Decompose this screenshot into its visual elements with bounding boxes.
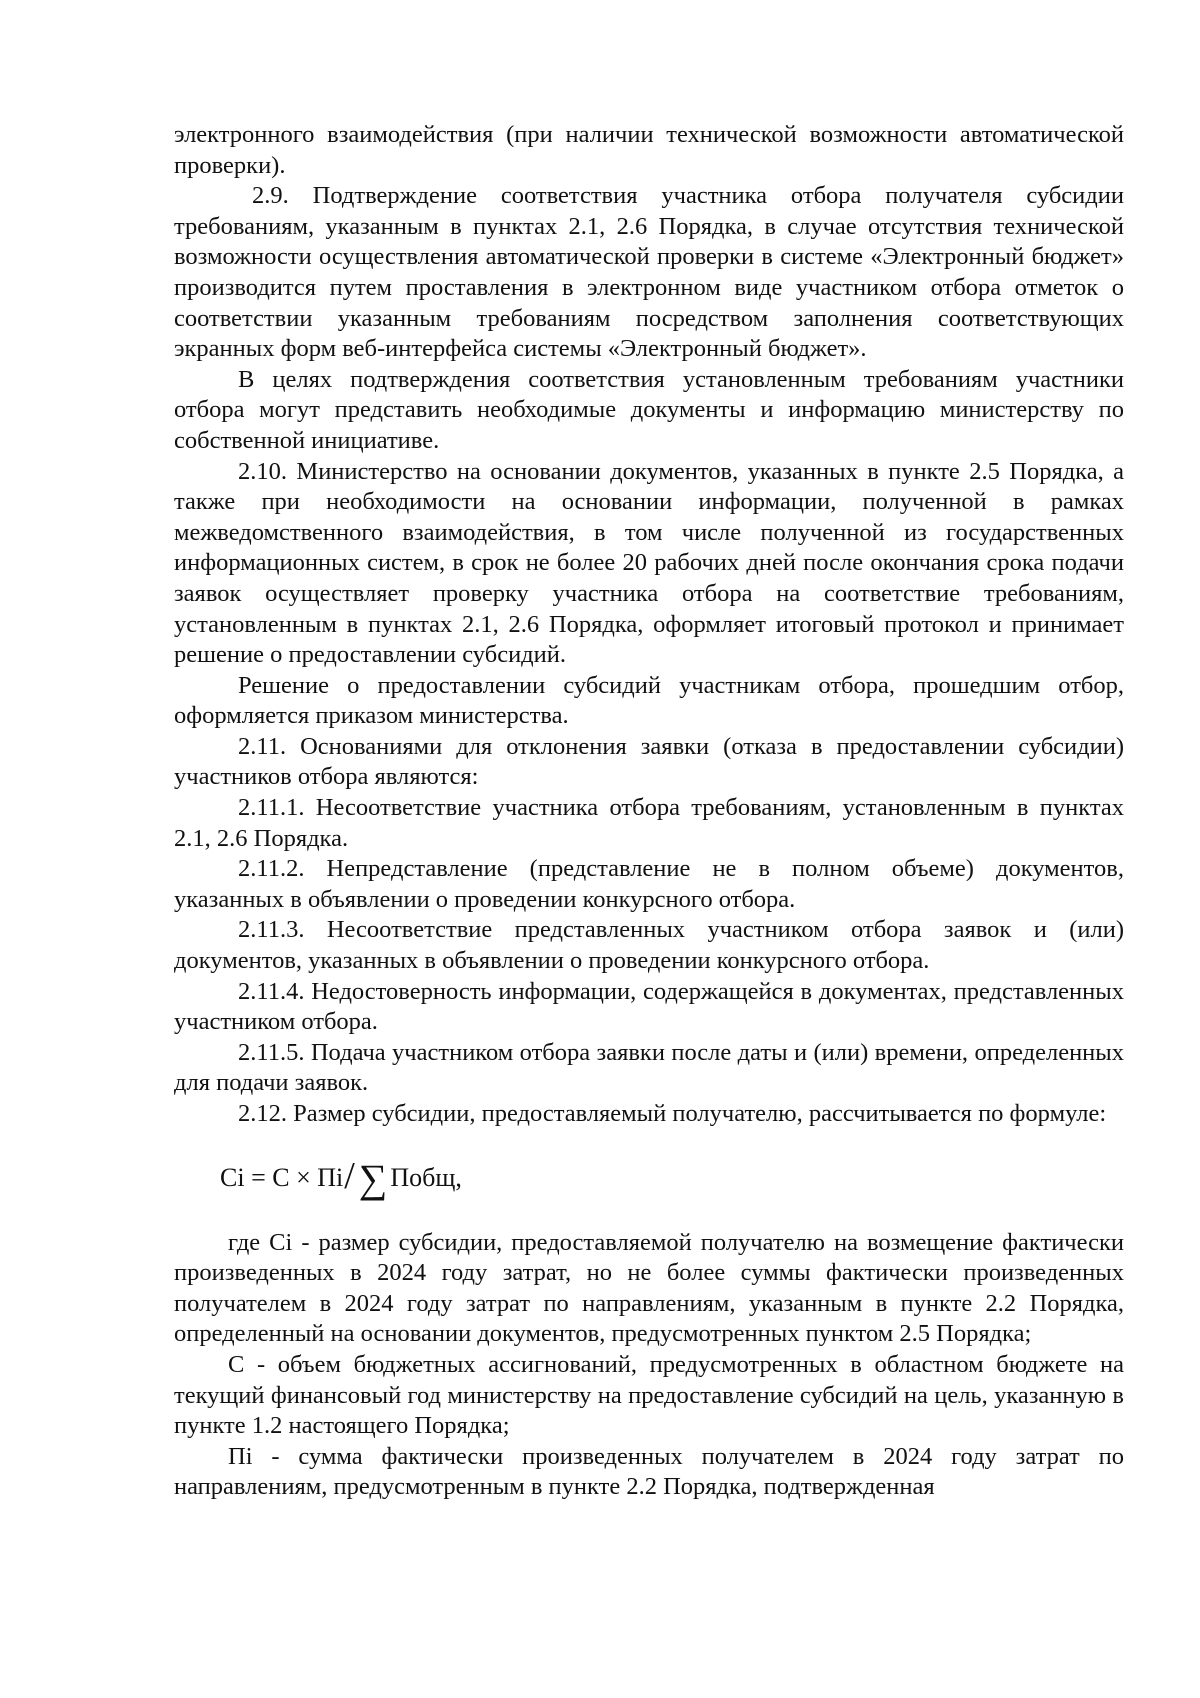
paragraph-2-9-docs: В целях подтверждения соответствия установленным требованиям участники отбора могут представить необходимые документы и информацию министерству по собственной инициативе. [174,365,1124,454]
paragraph-2-11-2: 2.11.2. Непредставление (представление не в полном объеме) документов, указанных в объявлении о проведении конкурсного отбора. [174,855,1124,913]
paragraph-2-10-decision: Решение о предоставлении субсидий участникам отбора, прошедшим отбор, оформляется приказом министерства. [174,671,1124,730]
paragraph-2-11-5: 2.11.5. Подача участником отбора заявки после даты и (или) времени, определенных для подачи заявок. [174,1038,1124,1097]
paragraph-2-10: 2.10. Министерство на основании документов, указанных в пункте 2.5 Порядка, а также при необходимости на основании информации, полученной в рамках межведомственного взаимодействия, в том числе полученной из государственных информационных систем, в срок не более 20 рабочих дней после окончания срока подачи заявок осуществляет проверку участника отбора на соответствие требованиям, установленным в пунктах 2.1, 2.6 Порядка, оформляет итоговый протокол и принимает решение о предоставлении субсидий. [174,457,1124,669]
paragraph-2-11-4: 2.11.4. Недостоверность информации, содержащейся в документах, представленных участником отбора. [174,977,1124,1036]
paragraph-2-9: 2.9. Подтверждение соответствия участника отбора получателя субсидии требованиям, указанным в пунктах 2.1, 2.6 Порядка, в случае отсутствия технической возможности осуществления автоматической проверки в системе «Электронный бюджет» производится путем проставления в электронном виде участником отбора отметок о соответствии указанным требованиям посредством заполнения соответствующих экранных форм веб-интерфейса системы «Электронный бюджет». [174,182,1124,363]
formula-sigma: ∑ [358,1155,388,1201]
formula-lhs: Ci = C × Пi [220,1162,344,1192]
paragraph-c-definition: С - объем бюджетных ассигнований, предусмотренных в областном бюджете на текущий финансовый год министерству на предоставление субсидий на цель, указанную в пункте 1.2 настоящего Порядка; [174,1350,1124,1440]
paragraph-ci-definition: где Ci - размер субсидии, предоставляемой получателю на возмещение фактически произведенных в 2024 году затрат, но не более суммы фактически произведенных получателем в 2024 году затрат по направлениям, указанным в пункте 2.2 Порядка, определенный на основании документов, предусмотренных пунктом 2.5 Порядка; [174,1228,1124,1348]
paragraph-2-11-1: 2.11.1. Несоответствие участника отбора требованиям, установленным в пунктах 2.1, 2.6 Порядка. [174,794,1124,852]
formula-rhs: Побщ, [390,1162,462,1192]
document-page [174,120,1124,1503]
paragraph-2-11-3: 2.11.3. Несоответствие представленных участником отбора заявок и (или) документов, указанных в объявлении о проведении конкурсного отбора. [174,916,1124,975]
paragraph-2-12: 2.12. Размер субсидии, предоставляемый получателю, рассчитывается по формуле: [238,1100,1107,1127]
subsidy-formula [220,1154,1124,1201]
formula-slash: / [344,1154,355,1197]
paragraph-2-11: 2.11. Основаниями для отклонения заявки (отказа в предоставлении субсидии) участников отбора являются: [174,732,1124,791]
paragraph-continuation: электронного взаимодействия (при наличии технической возможности автоматической проверки). [174,121,1124,179]
paragraph-pi-definition: Пi - сумма фактически произведенных получателем в 2024 году затрат по направлениям, предусмотренным в пункте 2.2 Порядка, подтвержденная [174,1442,1124,1501]
